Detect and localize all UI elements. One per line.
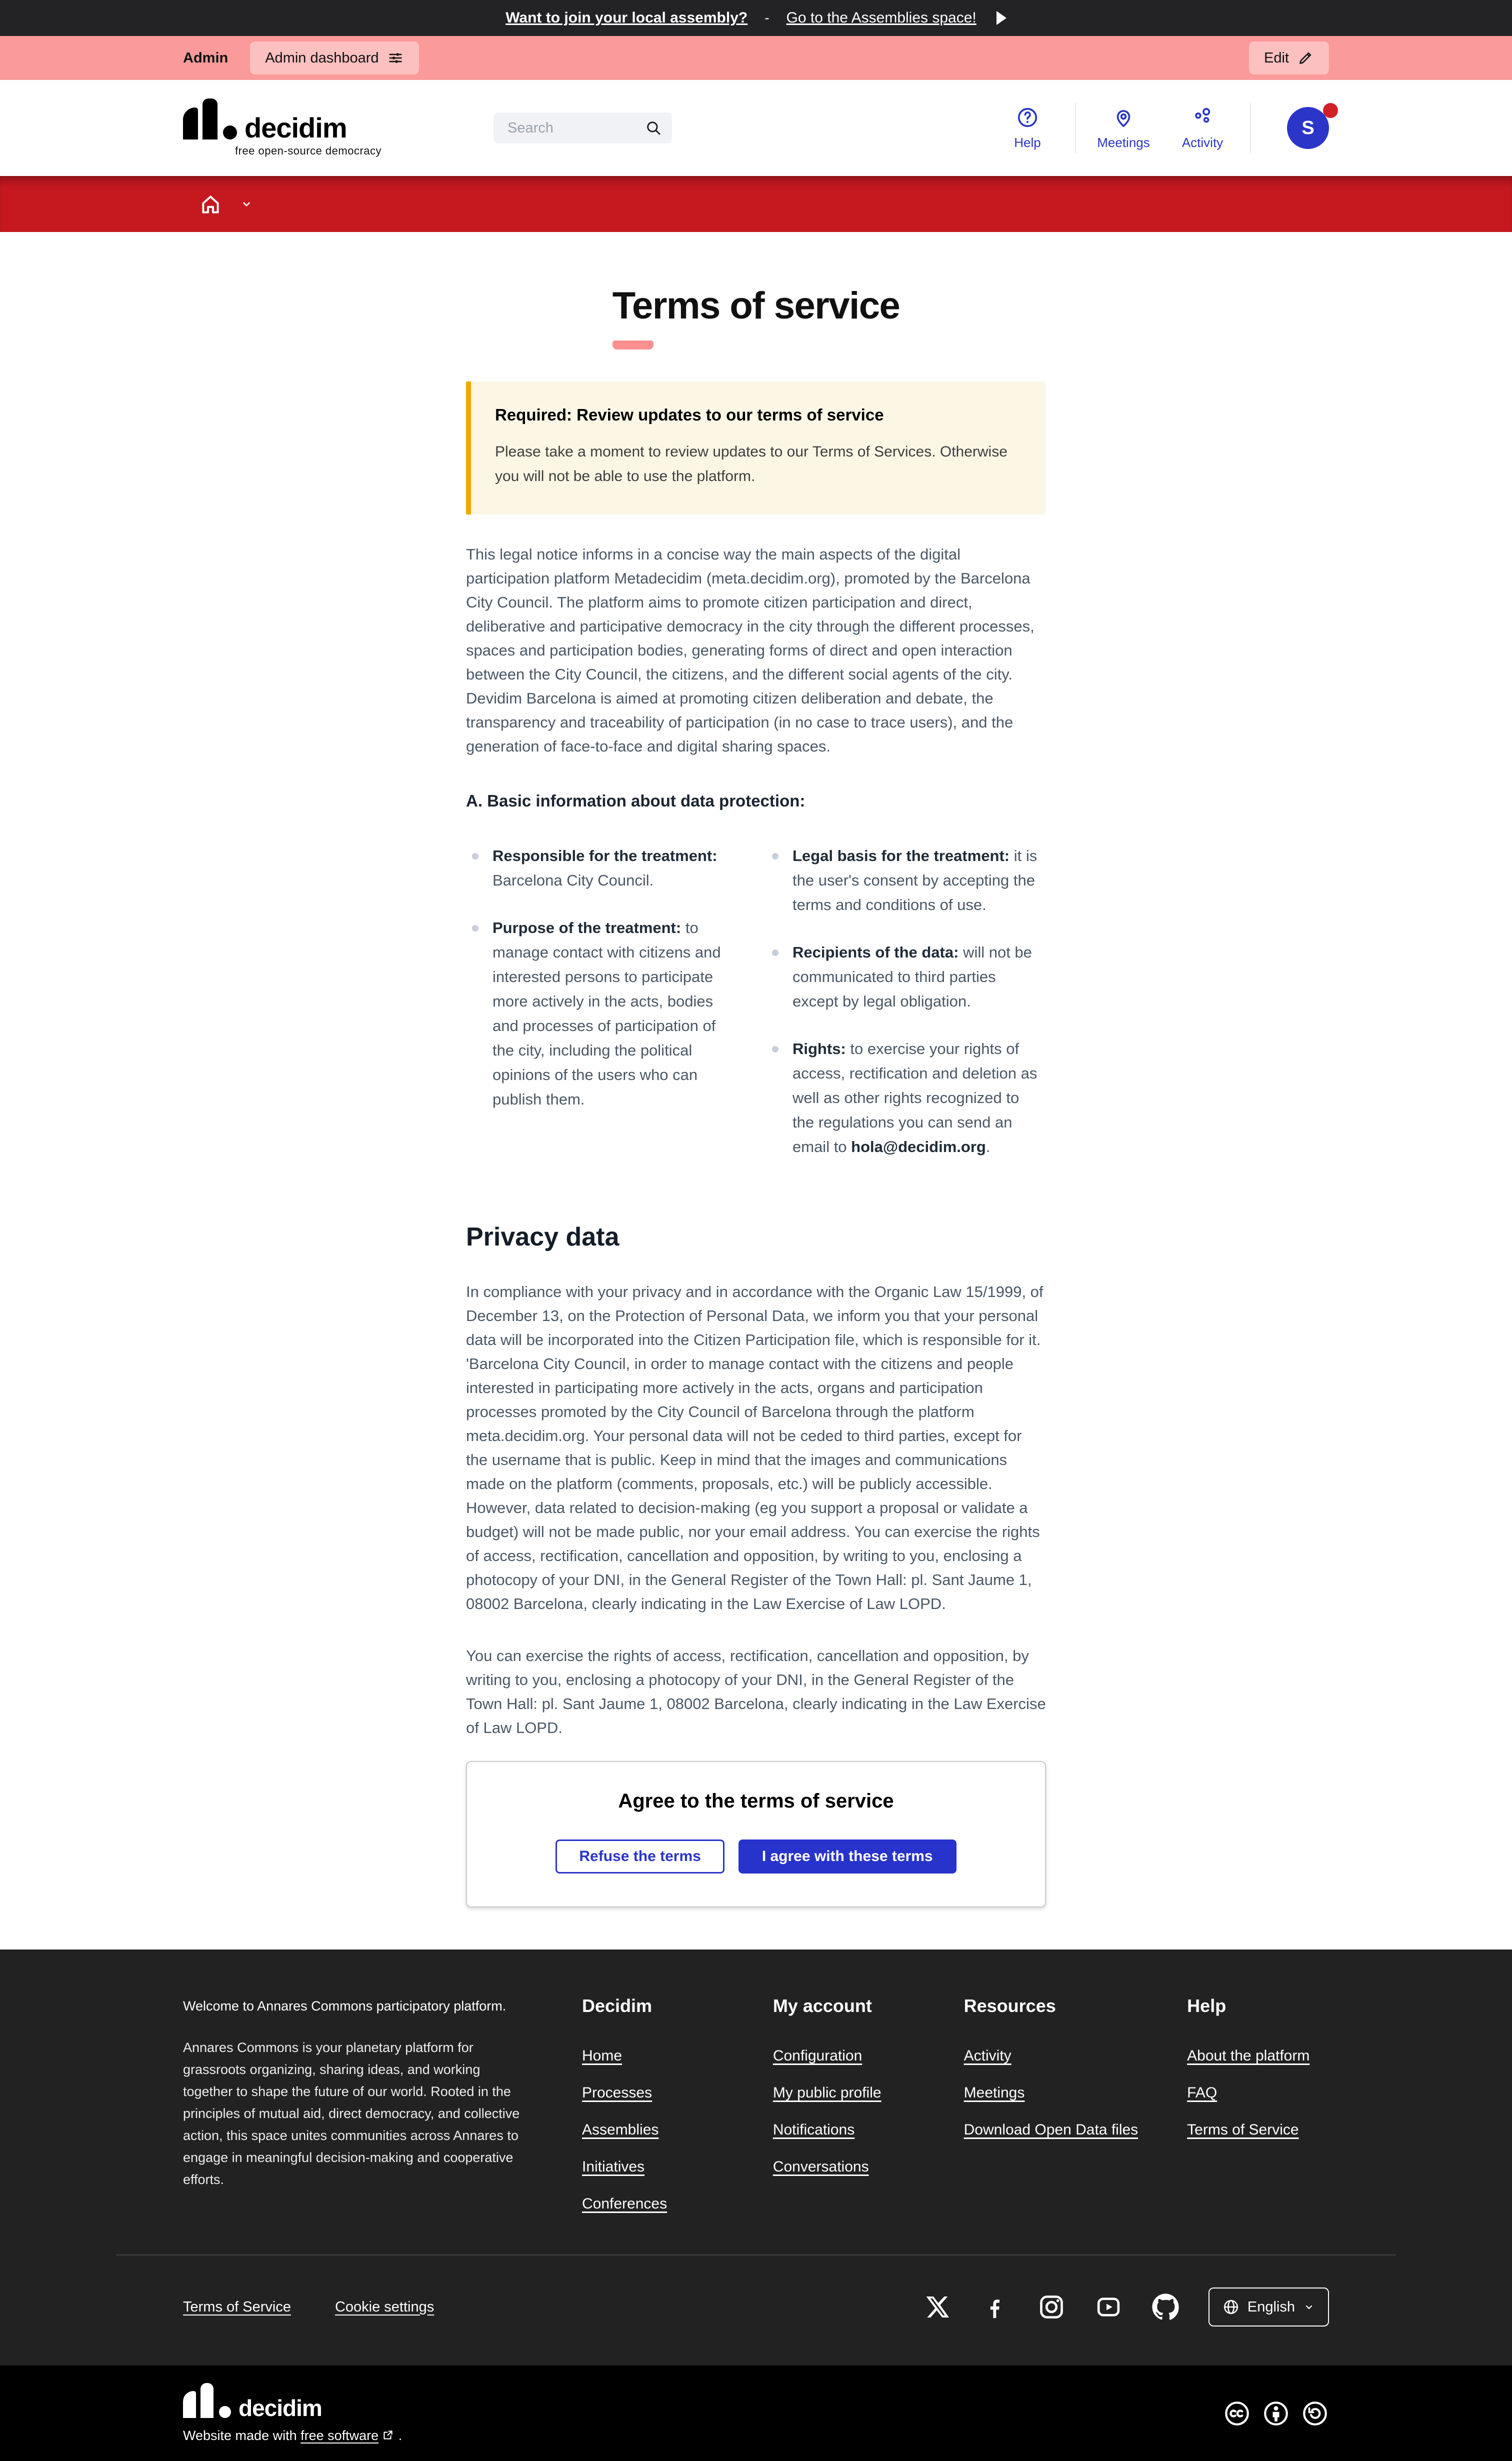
footer-decidim-logo[interactable] [183, 2383, 402, 2444]
logo-wordmark: decidim [238, 2395, 322, 2422]
list-item: Responsible for the treatment: Barcelona City Council. [472, 844, 740, 892]
instagram-icon[interactable] [1038, 2293, 1066, 2321]
admin-dashboard-label: Admin dashboard [265, 50, 379, 66]
footer-link-terms[interactable]: Terms of Service [1187, 2122, 1299, 2138]
data-protection-list [466, 844, 1046, 1182]
arrow-right-icon[interactable] [996, 11, 1006, 25]
edit-button[interactable] [1249, 42, 1329, 74]
data-protection-heading: A. Basic information about data protection: [466, 792, 806, 810]
made-with-text: Website made with free software . [183, 2428, 402, 2443]
agree-heading: Agree to the terms of service [618, 1790, 894, 1812]
bullet-icon [772, 1046, 778, 1052]
chevron-down-icon[interactable] [240, 198, 253, 210]
bullet-icon [772, 853, 778, 860]
callout-heading: Required: Review updates to our terms of service [495, 406, 884, 424]
bullet-icon [472, 853, 478, 860]
logo-tagline: free open-source democracy [235, 144, 382, 157]
facebook-icon[interactable] [980, 2293, 1008, 2321]
required-review-callout [466, 382, 1046, 514]
help-label: Help [1014, 134, 1041, 150]
globe-icon [1222, 2298, 1240, 2316]
footer-column-resources [964, 1996, 1138, 2230]
edit-label: Edit [1264, 50, 1289, 66]
license-icons [1223, 2400, 1329, 2428]
meetings-label: Meetings [1097, 134, 1150, 150]
logo-dot [219, 2406, 231, 2418]
github-icon[interactable] [1152, 2293, 1180, 2321]
page-title: Terms of service [612, 284, 900, 327]
callout-body: Please take a moment to review updates to our Terms of Services. Otherwise you will not be able to use the platform. [495, 444, 1008, 484]
announcement-separator: - [764, 10, 770, 26]
list-item: Rights: to exercise your rights of access, rectification and deletion as well as other rights recognized to the regulations you can send an email to hola@decidim.org. [772, 1036, 1040, 1159]
free-software-link[interactable]: free software [300, 2428, 379, 2443]
refuse-terms-button[interactable]: Refuse the terms [556, 1840, 724, 1874]
footer-link-open-data[interactable]: Download Open Data files [964, 2122, 1138, 2138]
footer-link-initiatives[interactable]: Initiatives [582, 2158, 645, 2175]
footer-link-home[interactable]: Home [582, 2048, 622, 2064]
footer-link-faq[interactable]: FAQ [1187, 2084, 1218, 2101]
bullet-icon [472, 925, 478, 932]
avatar[interactable]: S [1287, 107, 1329, 149]
help-icon [1016, 106, 1039, 129]
sliders-icon [387, 50, 404, 66]
assemblies-space-link[interactable]: Go to the Assemblies space! [786, 10, 976, 26]
chevron-down-icon [1303, 2301, 1315, 2313]
agree-terms-box [466, 1761, 1046, 1908]
header-nav [988, 103, 1329, 153]
announcement-bar [0, 0, 1512, 36]
pencil-icon [1297, 50, 1314, 66]
external-link-icon [382, 2428, 394, 2442]
creative-commons-icon[interactable] [1223, 2400, 1251, 2428]
map-pin-icon [1112, 106, 1135, 129]
home-icon [198, 192, 223, 216]
footer-column-title: My account [772, 1996, 872, 2016]
footer-link-notifications[interactable]: Notifications [772, 2122, 855, 2138]
youtube-icon[interactable] [1094, 2293, 1122, 2321]
activity-label: Activity [1182, 134, 1224, 150]
logo-bar [183, 108, 198, 140]
list-item: Purpose of the treatment: to manage contact with citizens and interested persons to participate more actively in the acts, bodies and processes of participation of the city, including the political opinions of the users who can publish them. [472, 916, 740, 1112]
activity-icon [1191, 106, 1214, 129]
footer-about [183, 1996, 533, 2230]
notification-badge [1323, 103, 1338, 118]
logo-bar [200, 2383, 214, 2418]
footer-link-my-public-profile[interactable]: My public profile [772, 2084, 882, 2101]
footer-link-conversations[interactable]: Conversations [772, 2158, 869, 2175]
legal-notice-paragraph: This legal notice informs in a concise way the main aspects of the digital participation platform Metadecidim (meta.decidim.org), promoted by the Barcelona City Council. The platform aims to promote citizen participation and direct, deliberative and participative democracy in the city through the different processes, spaces and participation bodies, generating forms of direct and open interaction between the City Council, the citizens, and the different social agents of the city. Devidim Barcelona is aimed at promoting citizen deliberation and debate, the transparency and traceability of participation (in no case to trace users), and the generation of face-to-face and digital sharing spaces. [466, 546, 1034, 755]
footer-column-decidim [582, 1996, 724, 2230]
logo-wordmark: decidim [244, 112, 347, 144]
user-menu[interactable] [1287, 107, 1329, 149]
contact-email: hola@decidim.org [851, 1138, 986, 1156]
bottom-bar [0, 2366, 1512, 2461]
privacy-paragraph-2: You can exercise the rights of access, rectification, cancellation and opposition, by writing to you, enclosing a photocopy of your DNI, in the General Register of the Town Hall: pl. Sant Jaume 1, 08002 Barcelona, clearly indicating in the Law Exercise of Law LOPD. [466, 1647, 1046, 1736]
site-header [0, 80, 1512, 176]
main-content [0, 232, 1512, 1950]
activity-nav-item[interactable] [1163, 106, 1242, 150]
nav-divider [1075, 103, 1076, 153]
nav-divider [1250, 103, 1251, 153]
assembly-question-link[interactable]: Want to join your local assembly? [506, 10, 748, 26]
cc-sa-icon[interactable] [1301, 2400, 1329, 2428]
footer-column-my-account [773, 1996, 915, 2230]
search-box [494, 112, 672, 144]
help-nav-item[interactable] [988, 106, 1067, 150]
list-item: Legal basis for the treatment: it is the user's consent by accepting the terms and conditions of use. [772, 844, 1040, 917]
footer-link-configuration[interactable]: Configuration [772, 2048, 862, 2064]
logo-dot [223, 126, 237, 140]
footer-column-title: Resources [964, 1996, 1056, 2016]
site-footer [0, 1950, 1512, 2366]
cookie-settings-link[interactable]: Cookie settings [334, 2298, 434, 2315]
search-icon[interactable] [645, 120, 662, 136]
language-selector[interactable] [1208, 2288, 1329, 2326]
decidim-logo[interactable] [183, 98, 382, 158]
meetings-nav-item[interactable] [1084, 106, 1163, 150]
admin-role-label: Admin [183, 50, 228, 66]
title-underline [612, 340, 654, 350]
list-item: Recipients of the data: will not be communicated to third parties except by legal obligation. [772, 940, 1040, 1014]
privacy-data-heading: Privacy data [466, 1222, 620, 1252]
footer-link-activity[interactable]: Activity [964, 2048, 1012, 2064]
accept-terms-button[interactable]: I agree with these terms [738, 1840, 956, 1874]
bullet-icon [772, 950, 778, 956]
home-nav-item[interactable] [198, 192, 253, 216]
footer-link-conferences[interactable]: Conferences [582, 2196, 668, 2212]
logo-bar [183, 2391, 196, 2418]
x-twitter-icon[interactable] [924, 2293, 952, 2321]
footer-description: Annares Commons is your planetary platform for grassroots organizing, sharing ideas, and working together to shape the future of our world. Rooted in the principles of mutual aid, direct democracy, and collective action, this space unites communities across Annares to engage in meaningful decision-making and cooperative efforts. [183, 2040, 520, 2187]
admin-bar [0, 36, 1512, 80]
footer-link-processes[interactable]: Processes [582, 2084, 652, 2101]
footer-link-about-platform[interactable]: About the platform [1187, 2048, 1310, 2064]
footer-intro: Welcome to Annares Commons participatory platform. [183, 1998, 506, 2014]
logo-bar [202, 98, 218, 140]
admin-dashboard-button[interactable] [250, 42, 418, 74]
privacy-paragraph-1: In compliance with your privacy and in accordance with the Organic Law 15/1999, of December 13, on the Protection of Personal Data, we inform you that your personal data will be incorporated into the Citizen Participation file, which is responsible for it. 'Barcelona City Council, in order to manage contact with the citizens and people interested in participating more actively in the acts, organs and participation processes promoted by the City Council of Barcelona through the platform meta.decidim.org. Your personal data will not be ceded to third parties, except for the username that is public. Keep in mind that the images and communications made on the platform (comments, proposals, etc.) will be publicly accessible. However, data related to decision-making (eg you support a proposal or validate a budget) will not be made public, nor your email address. You can exercise the rights of access, rectification, cancellation and opposition, by writing to you, enclosing a photocopy of your DNI, in the General Register of the Town Hall: pl. Sant Jaume 1, 08002 Barcelona, clearly indicating in the Law Exercise of Law LOPD. [466, 1283, 1044, 1612]
language-label: English [1247, 2298, 1295, 2315]
footer-link-meetings[interactable]: Meetings [964, 2084, 1025, 2101]
footer-column-help [1187, 1996, 1329, 2230]
cc-by-icon[interactable] [1262, 2400, 1290, 2428]
footer-link-assemblies[interactable]: Assemblies [582, 2122, 659, 2138]
footer-column-title: Help [1187, 1996, 1226, 2016]
terms-of-service-link[interactable]: Terms of Service [183, 2298, 291, 2315]
footer-column-title: Decidim [582, 1996, 652, 2016]
main-nav-bar [0, 176, 1512, 232]
